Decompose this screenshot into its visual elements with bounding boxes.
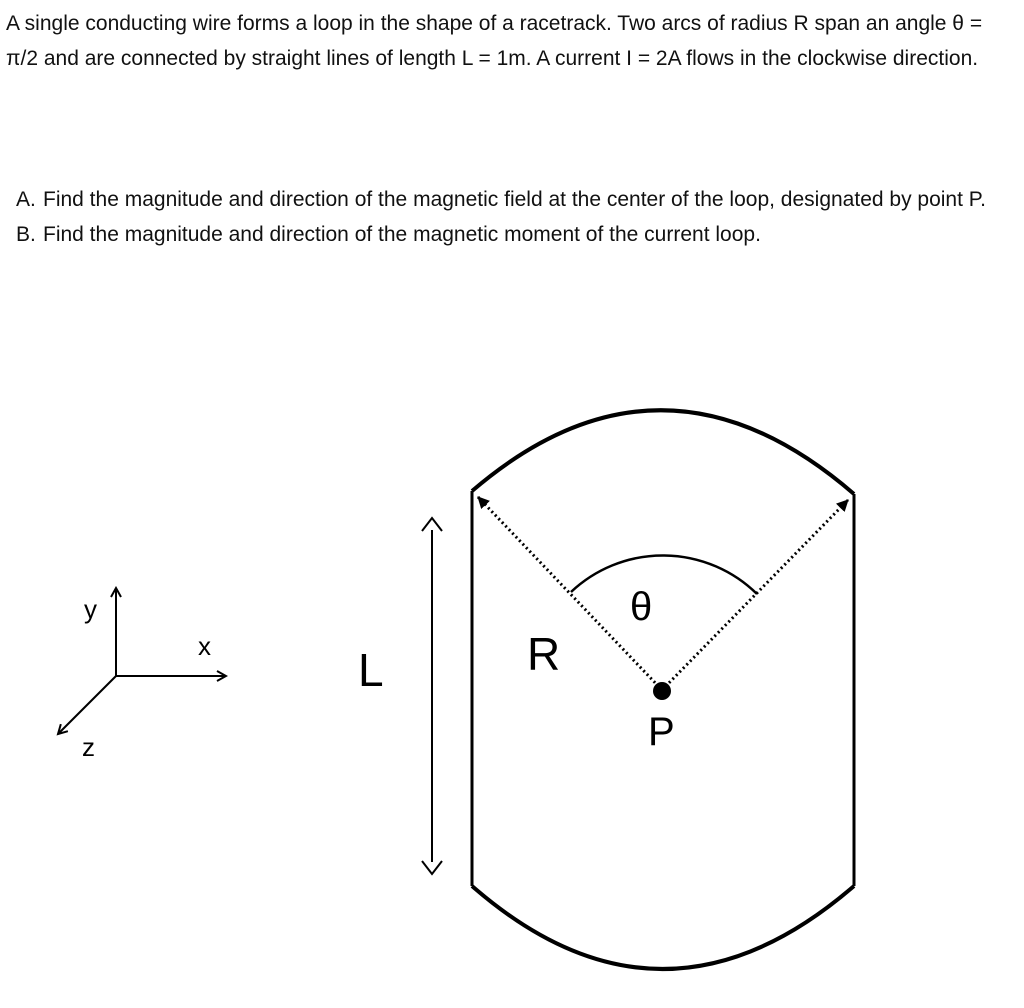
- angle-marker: [571, 555, 757, 629]
- length-dimension: [358, 518, 442, 874]
- length-arrowhead-top: [422, 518, 442, 531]
- top-arc: [472, 410, 854, 494]
- x-axis-label: x: [198, 631, 211, 661]
- length-arrowhead-bottom: [422, 861, 442, 874]
- problem-statement: A single conducting wire forms a loop in the shape of a racetrack. Two arcs of radius R span an angle θ = π/2 and are connected by straight lines of length L = 1m. A current I = 2A flows in the clockwise direction.: [6, 12, 983, 70]
- point-p-label: P: [648, 710, 675, 754]
- radius-line-right: [662, 500, 848, 690]
- radius-label: R: [527, 628, 561, 680]
- angle-label: θ: [630, 585, 653, 629]
- question-b-text: Find the magnitude and direction of the magnetic moment of the current loop.: [43, 223, 761, 246]
- y-axis-label: y: [84, 594, 97, 624]
- point-p-dot: [653, 682, 671, 700]
- coordinate-axes: [58, 588, 226, 762]
- angle-arc: [571, 555, 757, 594]
- center-point: [648, 682, 675, 754]
- radius-lines: [478, 497, 848, 690]
- question-a-text: Find the magnitude and direction of the magnetic field at the center of the loop, designated by point P.: [43, 188, 986, 211]
- length-label: L: [358, 644, 384, 696]
- z-axis-label: z: [82, 732, 95, 762]
- question-b-letter: B.: [16, 223, 36, 246]
- z-axis-line: [58, 676, 116, 734]
- question-a-letter: A.: [16, 188, 36, 211]
- bottom-arc: [472, 886, 854, 969]
